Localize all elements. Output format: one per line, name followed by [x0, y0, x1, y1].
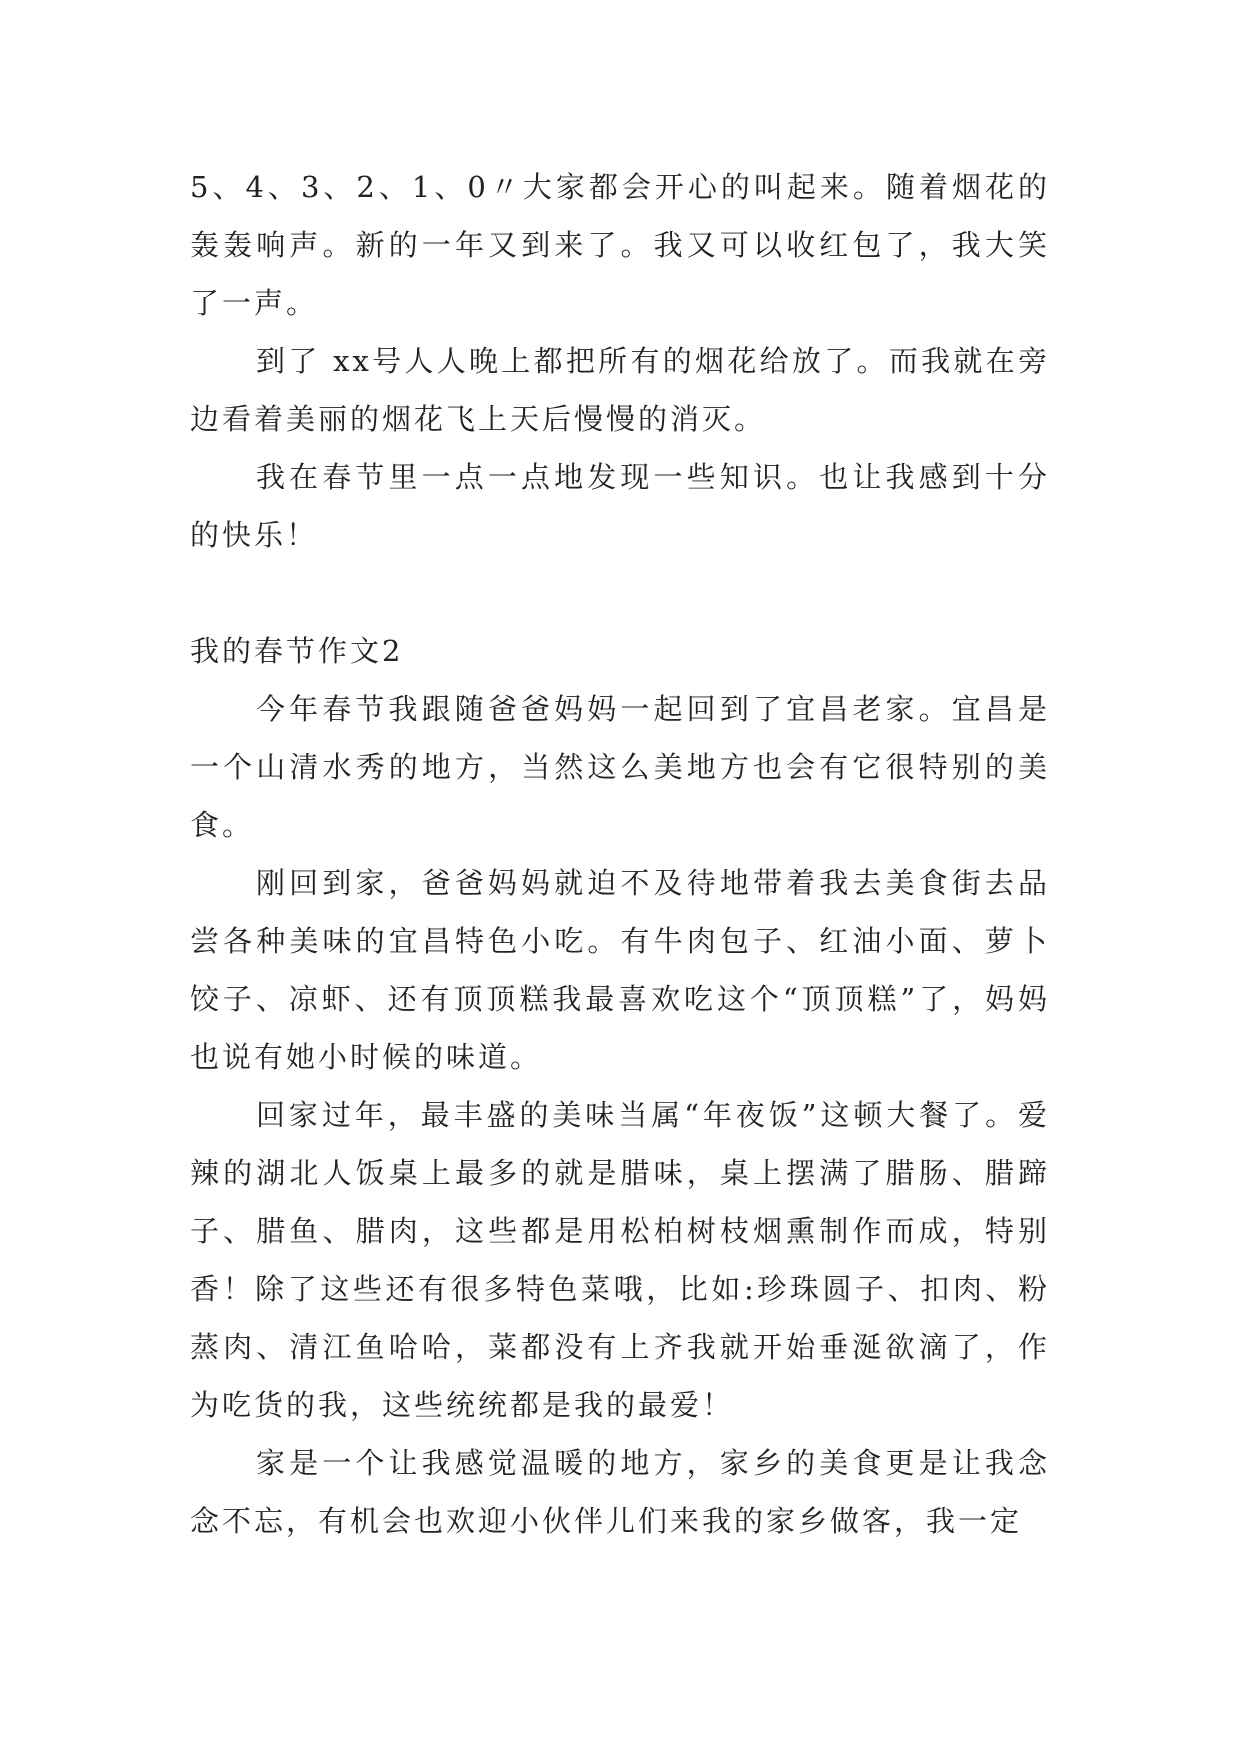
paragraph-yichang-intro: 今年春节我跟随爸爸妈妈一起回到了宜昌老家。宜昌是一个山清水秀的地方，当然这么美地方也会有它很特别的美食。 [190, 692, 1050, 842]
paragraph-new-year-dinner: 回家过年，最丰盛的美味当属“年夜饭”这顿大餐了。爱辣的湖北人饭桌上最多的就是腊味，桌上摆满了腊肠、腊蹄子、腊鱼、腊肉，这些都是用松柏树枝烟熏制作而成，特别香！除了这些还有很多特色菜哦，比如:珍珠圆子、扣肉、粉蒸肉、清江鱼哈哈，菜都没有上齐我就开始垂涎欲滴了，作为吃货的我，这些统统都是我的最爱！ [190, 1098, 1050, 1422]
paragraph-snacks: 刚回到家，爸爸妈妈就迫不及待地带着我去美食街去品尝各种美味的宜昌特色小吃。有牛肉包子、红油小面、萝卜饺子、凉虾、还有顶顶糕我最喜欢吃这个“顶顶糕”了，妈妈也说有她小时候的味道。 [190, 866, 1050, 1074]
paragraph-fireworks: 到了 xx号人人晚上都把所有的烟花给放了。而我就在旁边看着美丽的烟花飞上天后慢慢的消灭。 [190, 344, 1050, 436]
paragraph-hometown: 家是一个让我感觉温暖的地方，家乡的美食更是让我念念不忘，有机会也欢迎小伙伴儿们来我的家乡做客，我一定 [190, 1446, 1050, 1538]
paragraph-knowledge: 我在春节里一点一点地发现一些知识。也让我感到十分的快乐！ [190, 460, 1050, 552]
document-body [190, 158, 1050, 1550]
section-title: 我的春节作文2 [190, 634, 404, 668]
paragraph-countdown: 5、4、3、2、1、0〃大家都会开心的叫起来。随着烟花的轰轰响声。新的一年又到来了。我又可以收红包了，我大笑了一声。 [190, 170, 1050, 320]
blank-line [190, 564, 1050, 622]
